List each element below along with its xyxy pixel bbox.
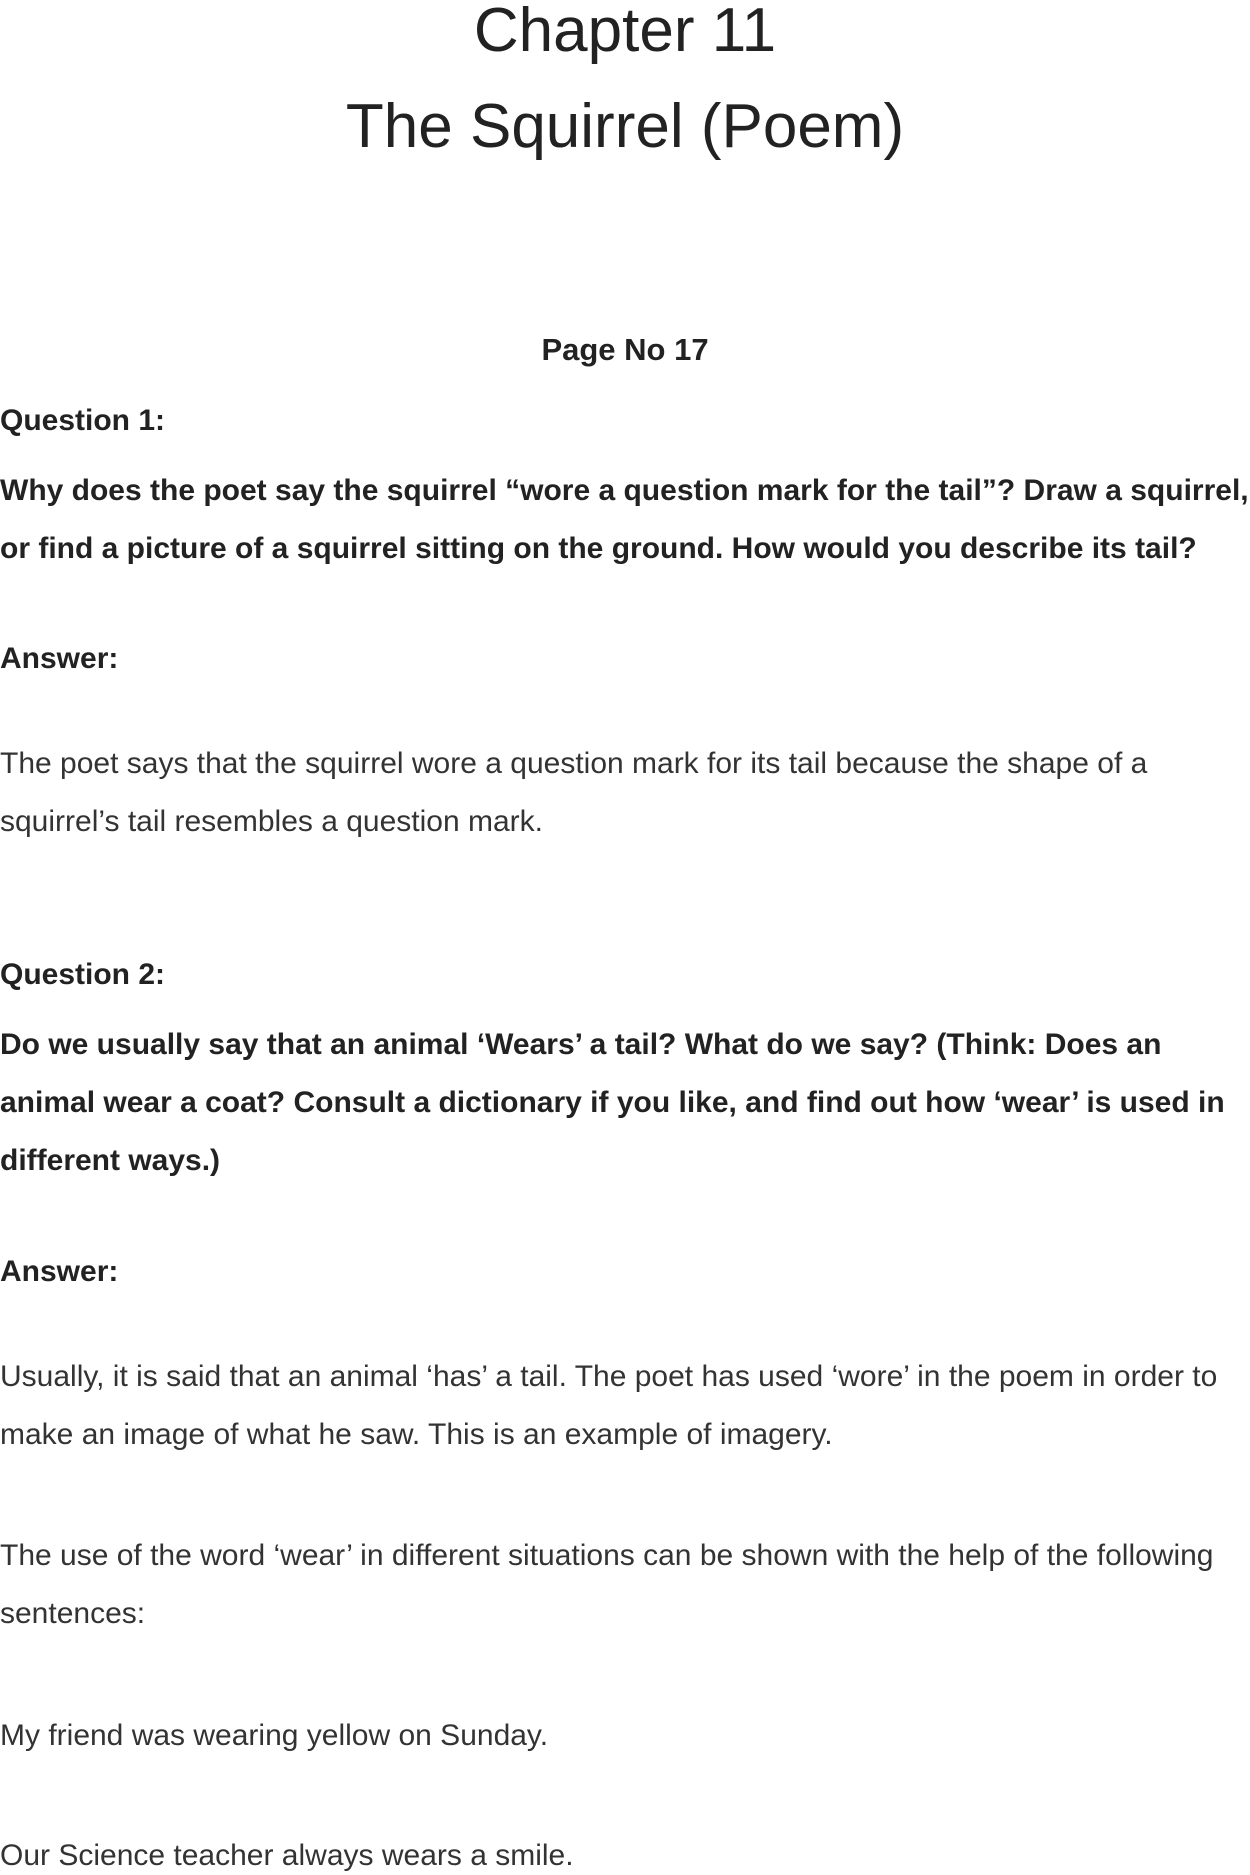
chapter-title: The Squirrel (Poem) bbox=[345, 92, 905, 161]
answer-2-paragraph-2: The use of the word ‘wear’ in different situations can be shown with the help of the following sentences: bbox=[0, 1539, 1214, 1630]
answer-1-label: Answer: bbox=[0, 642, 119, 675]
question-2-text: Do we usually say that an animal ‘Wears’ a tail? What do we say? (Think: Does an animal wear a coat? Consult a dictionary if you like, and find out how ‘wear’ is used in different ways.) bbox=[0, 1028, 1225, 1177]
answer-2-paragraph-1: Usually, it is said that an animal ‘has’ a tail. The poet has used ‘wore’ in the poem in order to make an image of what he saw. This is an example of imagery. bbox=[0, 1360, 1218, 1451]
question-1-text: Why does the poet say the squirrel “wore a question mark for the tail”? Draw a squirrel, or find a picture of a squirrel sitting on the ground. How would you describe its tail? bbox=[0, 474, 1249, 565]
page-number: Page No 17 bbox=[541, 332, 709, 367]
answer-1-paragraph-1: The poet says that the squirrel wore a question mark for its tail because the shape of a squirrel’s tail resembles a question mark. bbox=[0, 747, 1148, 838]
answer-2-label: Answer: bbox=[0, 1255, 119, 1288]
answer-2-example-2: Our Science teacher always wears a smile. bbox=[0, 1839, 574, 1872]
answer-2-example-1: My friend was wearing yellow on Sunday. bbox=[0, 1719, 549, 1752]
question-2-label: Question 2: bbox=[0, 958, 166, 991]
chapter-number: Chapter 11 bbox=[473, 0, 777, 65]
question-1-label: Question 1: bbox=[0, 404, 166, 437]
